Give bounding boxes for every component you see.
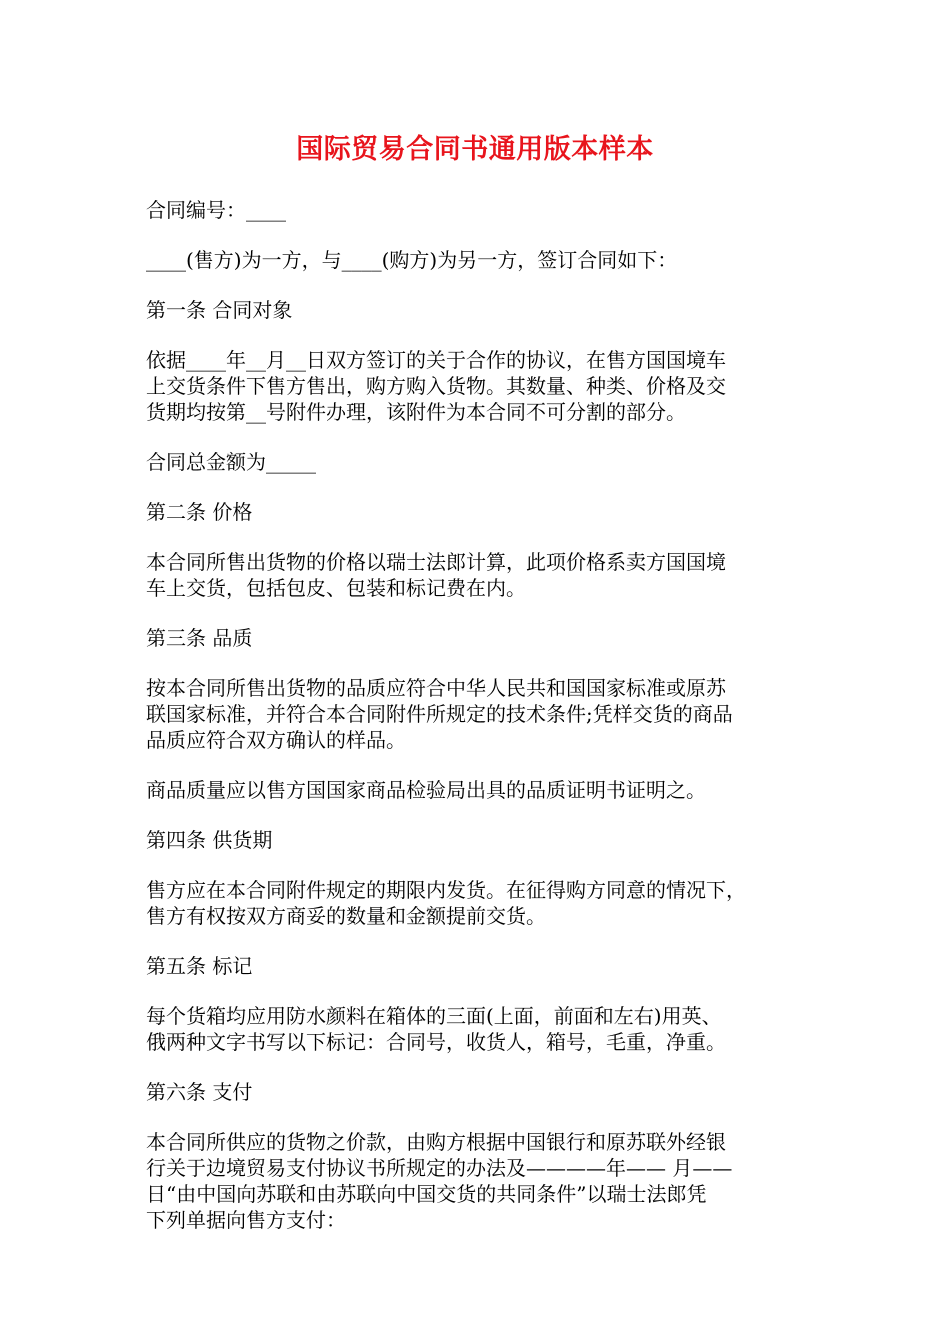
paragraph-line: 第三条 品质: [146, 626, 253, 650]
paragraph-line: 行关于边境贸易支付协议书所规定的办法及————年—— 月——: [146, 1156, 733, 1180]
paragraph-line: 合同总金额为_____: [146, 450, 316, 474]
paragraph-line: 依据____年__月__日双方签订的关于合作的协议，在售方国国境车: [146, 348, 726, 372]
paragraph-line: 合同编号：____: [146, 198, 286, 222]
paragraph-line: 日“由中国向苏联和由苏联向中国交货的共同条件”以瑞士法郎凭: [146, 1182, 707, 1206]
paragraph-line: ____(售方)为一方，与____(购方)为另一方，签订合同如下：: [146, 248, 678, 272]
paragraph: [146, 877, 811, 929]
paragraph-line: 联国家标准，并符合本合同附件所规定的技术条件;凭样交货的商品: [146, 702, 733, 726]
paragraph-line: 品质应符合双方确认的样品。: [146, 728, 406, 752]
paragraph-line: 货期均按第__号附件办理，该附件为本合同不可分割的部分。: [146, 400, 686, 424]
paragraph: [146, 953, 811, 979]
paragraph: [146, 1003, 811, 1055]
paragraph-line: 按本合同所售出货物的品质应符合中华人民共和国国家标准或原苏: [146, 676, 726, 700]
paragraph-line: 本合同所售出货物的价格以瑞士法郎计算，此项价格系卖方国国境: [146, 550, 726, 574]
paragraph-line: 商品质量应以售方国国家商品检验局出具的品质证明书证明之。: [146, 778, 706, 802]
paragraph: [146, 247, 811, 273]
paragraph: [146, 827, 811, 853]
paragraph-line: 上交货条件下售方售出，购方购入货物。其数量、种类、价格及交: [146, 374, 726, 398]
paragraph-line: 售方有权按双方商妥的数量和金额提前交货。: [146, 904, 546, 928]
paragraph-line: 俄两种文字书写以下标记：合同号，收货人，箱号，毛重，净重。: [146, 1030, 726, 1054]
paragraph: [146, 1129, 811, 1233]
paragraph: [146, 449, 811, 475]
paragraph-line: 第二条 价格: [146, 500, 253, 524]
paragraph: [146, 297, 811, 323]
paragraph: [146, 197, 811, 223]
paragraph: [146, 347, 811, 425]
paragraph-line: 车上交货，包括包皮、包装和标记费在内。: [146, 576, 526, 600]
paragraph-line: 第四条 供货期: [146, 828, 273, 852]
paragraph: [146, 549, 811, 601]
paragraph-line: 第五条 标记: [146, 954, 253, 978]
paragraph-line: 第六条 支付: [146, 1080, 253, 1104]
paragraph-line: 售方应在本合同附件规定的期限内发货。在征得购方同意的情况下，: [146, 878, 746, 902]
paragraph: [146, 625, 811, 651]
paragraph: [146, 499, 811, 525]
paragraph: [146, 1079, 811, 1105]
paragraph-line: 第一条 合同对象: [146, 298, 293, 322]
document-title: 国际贸易合同书通用版本样本: [296, 134, 654, 165]
paragraph-line: 本合同所供应的货物之价款，由购方根据中国银行和原苏联外经银: [146, 1130, 726, 1154]
paragraph-line: 每个货箱均应用防水颜料在箱体的三面(上面，前面和左右)用英、: [146, 1004, 722, 1028]
document-body: [146, 197, 811, 1233]
paragraph-line: 下列单据向售方支付：: [146, 1208, 346, 1232]
paragraph: [146, 675, 811, 753]
paragraph: [146, 777, 811, 803]
